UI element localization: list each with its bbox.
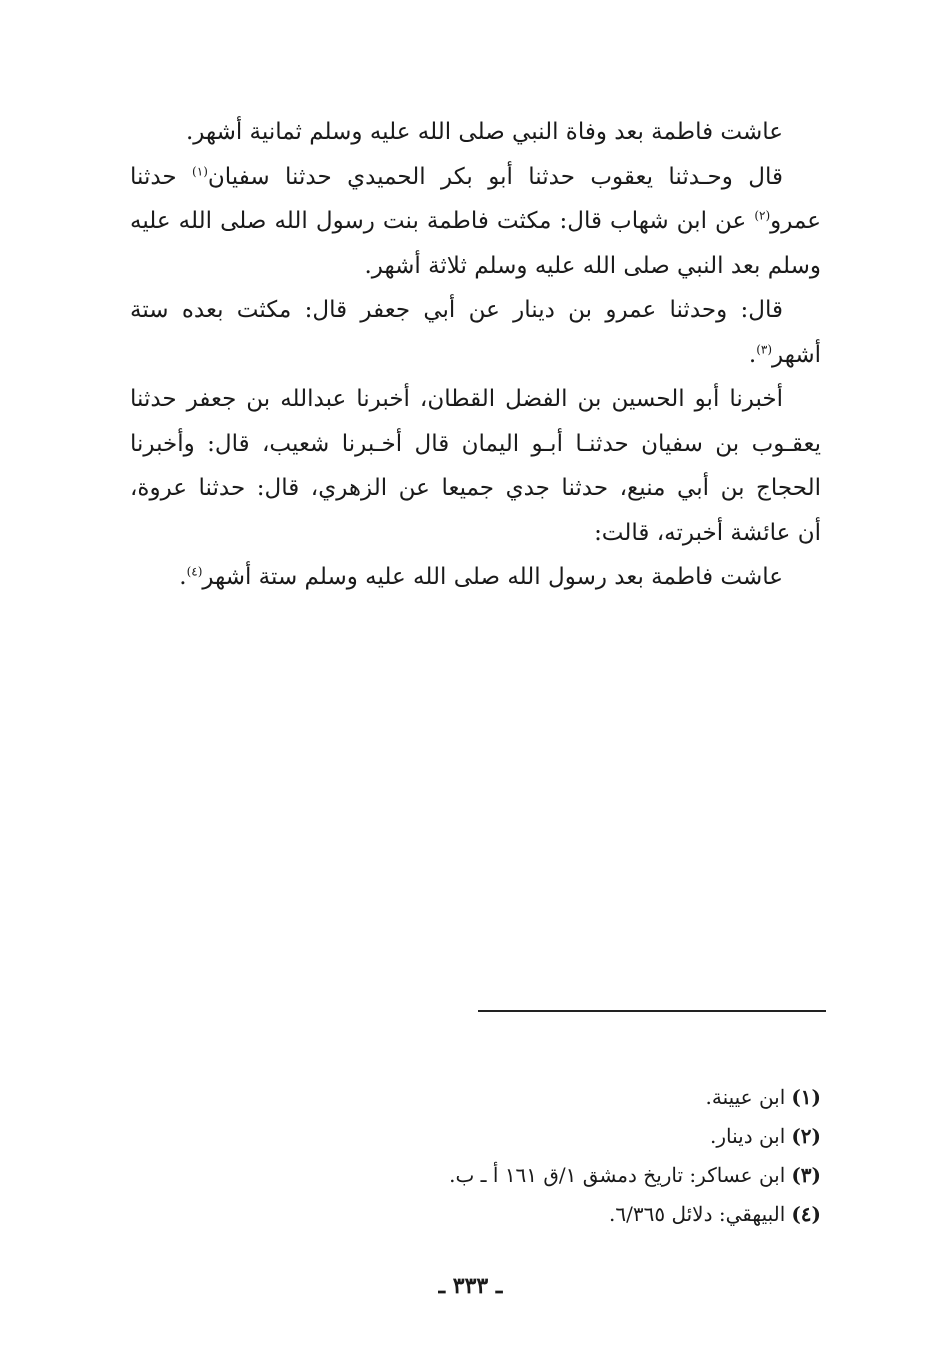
text-line — [130, 155, 821, 200]
text-line — [130, 555, 821, 600]
paragraph-2 — [130, 155, 821, 289]
main-text — [130, 110, 821, 600]
footnote-text: ابن عساكر: تاريخ دمشق ١/ق ١٦١ أ ـ ب. — [449, 1163, 786, 1187]
footnote-text: ابن دينار. — [709, 1124, 786, 1148]
footnote-text: ابن عيينة. — [705, 1085, 786, 1109]
text-segment: عمرو — [770, 208, 821, 234]
footnote-number: (١) — [791, 1085, 821, 1109]
footnote-ref[interactable]: (١) — [192, 163, 208, 178]
text-line — [130, 333, 821, 378]
text-segment: قال: وحدثنا عمرو بن دينار عن أبي جعفر قال: مكثت بعده ستة — [130, 297, 783, 323]
footnote-1 — [130, 1078, 821, 1117]
text-segment: عاشت فاطمة بعد رسول الله صلى الله عليه وسلم ستة أشهر — [202, 564, 783, 590]
footnote-separator — [478, 1010, 826, 1012]
text-line — [130, 288, 821, 333]
text-line — [130, 511, 821, 556]
footnote-ref[interactable]: (٤) — [186, 564, 203, 579]
text-segment: الحجاج بن أبي منيع، حدثنا جدي جميعا عن الزهري، قال: حدثنا عروة، — [130, 475, 821, 501]
text-line — [130, 466, 821, 511]
footnote-ref[interactable]: (٣) — [756, 341, 773, 356]
footnote-ref[interactable]: (٢) — [754, 208, 771, 223]
text-line — [130, 199, 821, 244]
paragraph-3 — [130, 288, 821, 377]
footnote-number: (٣) — [791, 1163, 821, 1187]
footnote-number: (٤) — [791, 1202, 821, 1226]
text-segment: . — [748, 341, 757, 368]
page-number: ـ ٣٣٣ ـ — [438, 1273, 503, 1299]
paragraph-1 — [130, 110, 821, 155]
paragraph-4 — [130, 377, 821, 555]
text-line — [130, 377, 821, 422]
footnote-3 — [130, 1156, 821, 1195]
text-segment: أشهر — [772, 341, 821, 368]
text-segment: عاشت فاطمة بعد وفاة النبي صلى الله عليه وسلم ثمانية أشهر. — [185, 119, 783, 145]
text-segment: أن عائشة أخبرته، قالت: — [594, 519, 821, 546]
footnote-text: البيهقي: دلائل ٦/٣٦٥. — [609, 1202, 786, 1226]
text-line — [130, 110, 821, 155]
text-line — [130, 244, 821, 289]
text-segment: . — [179, 564, 187, 590]
text-line — [130, 422, 821, 467]
footnote-2 — [130, 1117, 821, 1156]
text-segment: أخبرنا أبو الحسين بن الفضل القطان، أخبرنا عبدالله بن جعفر حدثنا — [130, 386, 783, 412]
text-segment: وسلم بعد النبي صلى الله عليه وسلم ثلاثة أشهر. — [364, 252, 821, 279]
footnote-4 — [130, 1195, 821, 1234]
text-segment: حدثنا — [130, 163, 177, 190]
text-segment: يعقـوب بن سفيان حدثنـا أبـو اليمان قال أخـبرنا شعيب، قال: وأخبرنا — [130, 430, 821, 457]
paragraph-5 — [130, 555, 821, 600]
text-segment: قال وحـدثنا يعقوب حدثنا أبو بكر الحميدي حدثنا سفيان — [207, 163, 783, 190]
footnotes — [130, 1078, 821, 1234]
footnote-number: (٢) — [791, 1124, 821, 1148]
text-segment: عن ابن شهاب قال: مكثت فاطمة بنت رسول الله صلى الله عليه — [130, 208, 747, 234]
